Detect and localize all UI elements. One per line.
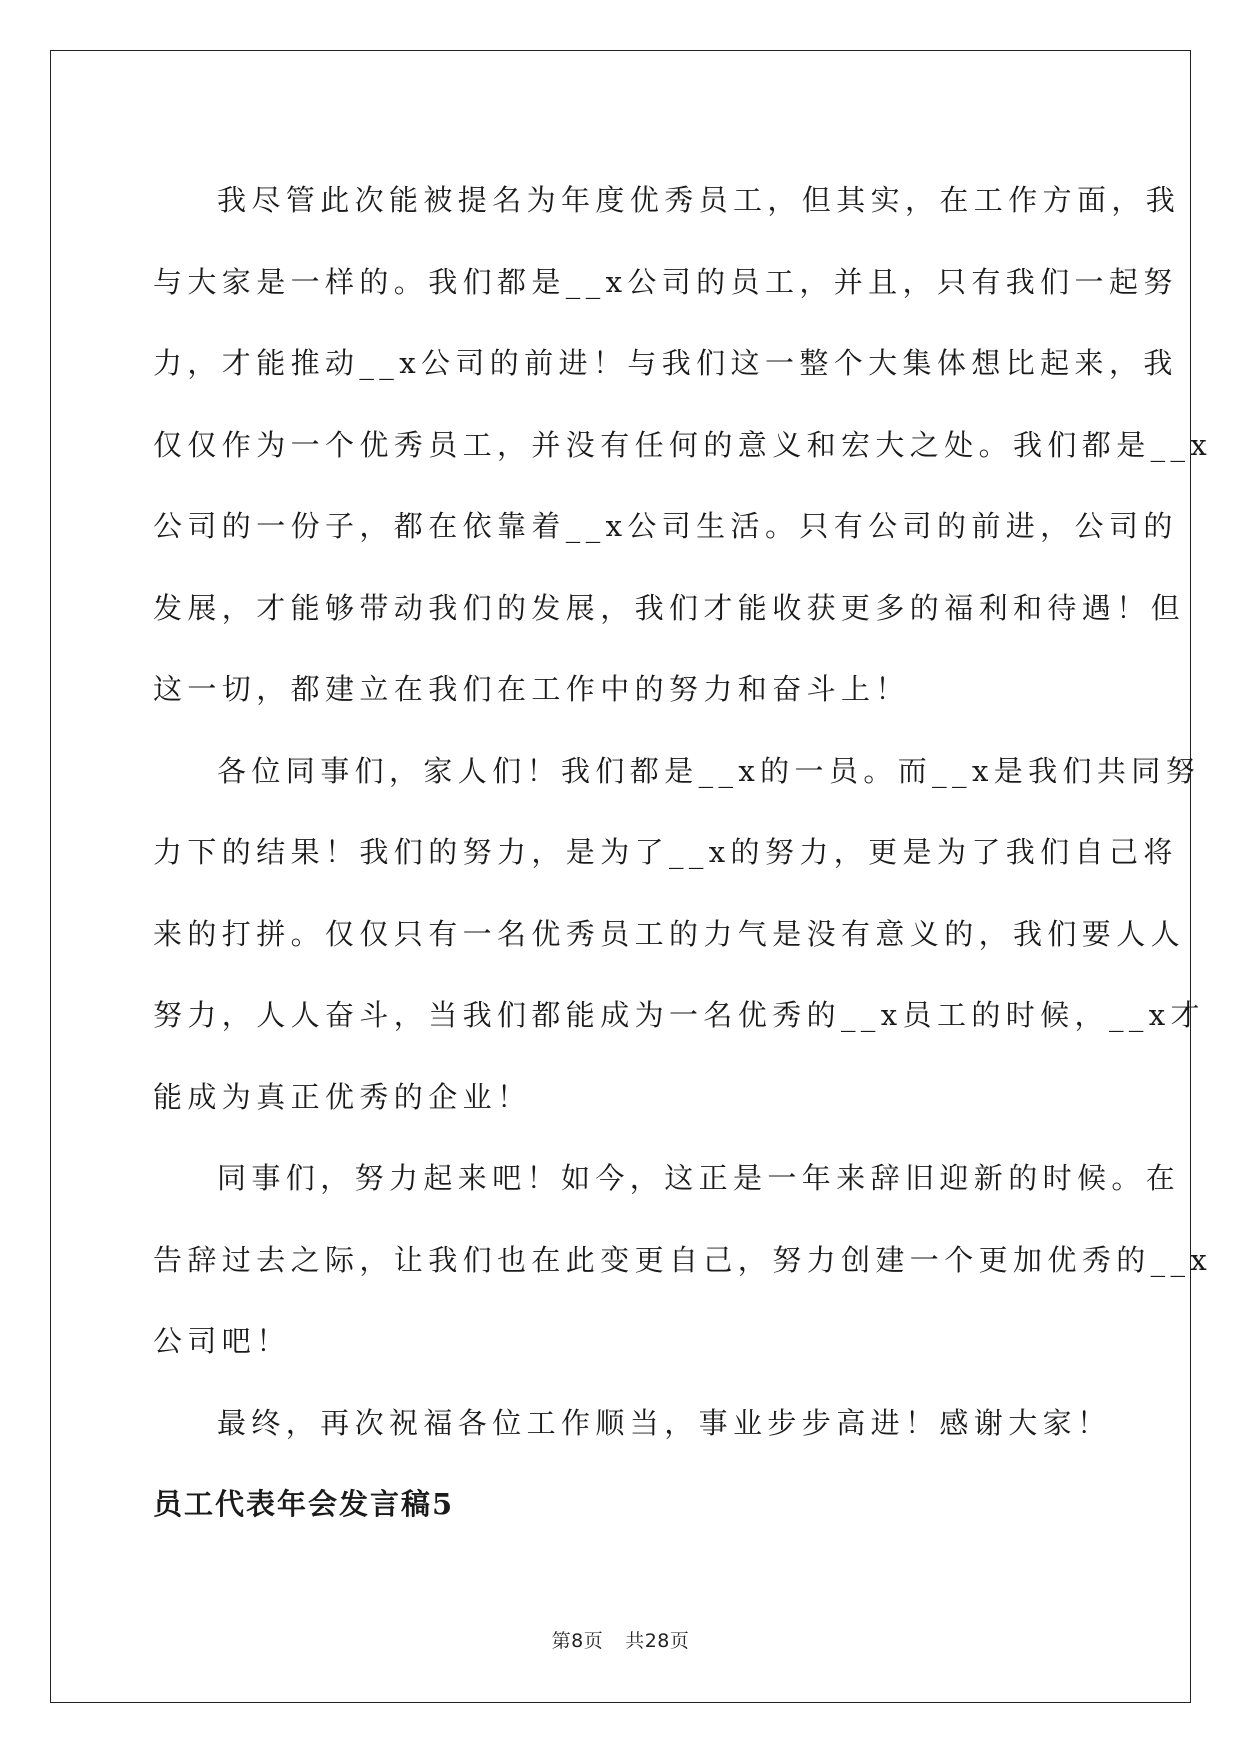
- paragraph-1: [153, 160, 1213, 731]
- paragraph-2: [153, 731, 1205, 1139]
- text-line: 这一切，都建立在我们在工作中的努力和奋斗上！: [153, 672, 910, 706]
- text-line: 努力，人人奋斗，当我们都能成为一名优秀的__x员工的时候，__x才: [153, 998, 1205, 1032]
- text-line: 能成为真正优秀的企业！: [153, 1079, 532, 1114]
- text-line: 各位同事们，家人们！我们都是__x的一员。而__x是我们共同努: [217, 753, 1201, 788]
- text-line: 公司吧！: [153, 1324, 291, 1358]
- text-line: 力，才能推动__x公司的前进！与我们这一整个大集体想比起来，我: [153, 346, 1178, 380]
- paragraph-3: [153, 1138, 1213, 1383]
- page-number: 第8页: [551, 1630, 604, 1652]
- text-line: 最终，再次祝福各位工作顺当，事业步步高进！感谢大家！: [217, 1405, 1112, 1440]
- section-title: 员工代表年会发言稿5: [153, 1487, 455, 1521]
- text-line: 告辞过去之际，让我们也在此变更自己，努力创建一个更加优秀的__x: [153, 1242, 1213, 1277]
- paragraph-4: [153, 1383, 1112, 1465]
- text-line: 发展，才能够带动我们的发展，我们才能收获更多的福利和待遇！但: [153, 590, 1186, 625]
- text-line: 仅仅作为一个优秀员工，并没有任何的意义和宏大之处。我们都是__x: [153, 427, 1213, 462]
- text-line: 与大家是一样的。我们都是__x公司的员工，并且，只有我们一起努: [153, 264, 1178, 299]
- page-total: 共28页: [625, 1630, 690, 1652]
- document-body: [153, 160, 1213, 1546]
- text-line: 同事们，努力起来吧！如今，这正是一年来辞旧迎新的时候。在: [217, 1161, 1181, 1195]
- text-line: 来的打拼。仅仅只有一名优秀员工的力气是没有意义的，我们要人人: [153, 916, 1186, 951]
- text-line: 力下的结果！我们的努力，是为了__x的努力，更是为了我们自己将: [153, 835, 1178, 869]
- text-line: 我尽管此次能被提名为年度优秀员工，但其实，在工作方面，我: [217, 183, 1181, 217]
- page-footer: [0, 1626, 1241, 1653]
- text-line: 公司的一份子，都在依靠着__x公司生活。只有公司的前进，公司的: [153, 509, 1178, 543]
